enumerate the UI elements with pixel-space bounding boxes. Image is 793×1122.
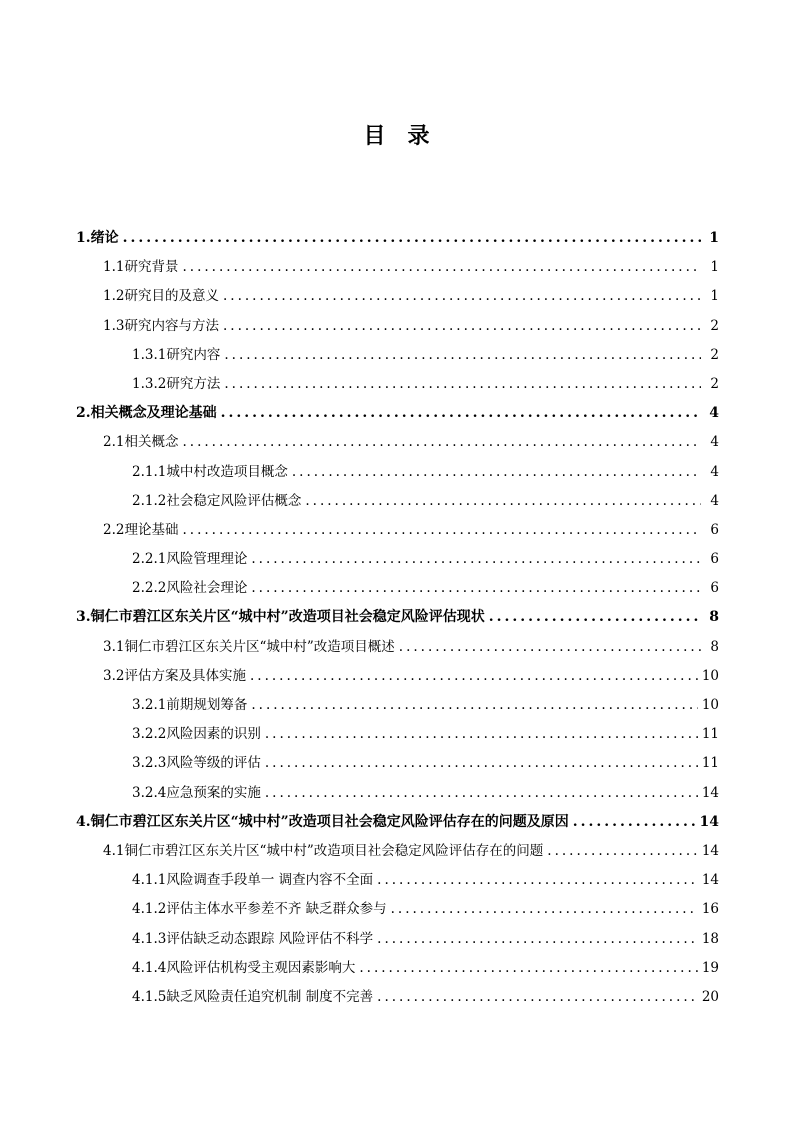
- toc-entry-label: 1.3研究内容与方法: [103, 317, 219, 334]
- toc-entry-label: 3.2.2风险因素的识别: [132, 726, 261, 743]
- toc-entry-label: 2.2.2风险社会理论: [132, 580, 248, 597]
- toc-entry[interactable]: [76, 458, 719, 487]
- toc-entry-label: 2.1相关概念: [103, 434, 179, 451]
- toc-entry-page-number: 4: [709, 405, 719, 422]
- toc-entry[interactable]: [76, 983, 719, 1012]
- toc-entry-label: 3.1铜仁市碧江区东关片区“城中村”改造项目概述: [103, 638, 395, 655]
- toc-entry-label: 3.2.4应急预案的实施: [132, 784, 261, 801]
- toc-entry-label: 4.1铜仁市碧江区东关片区“城中村”改造项目社会稳定风险评估存在的问题: [103, 842, 544, 859]
- toc-entry-page-number: 4: [710, 463, 719, 480]
- toc-entry-page-number: 11: [701, 755, 719, 772]
- toc-dot-leader: [182, 516, 701, 545]
- toc-dot-leader: [224, 341, 701, 370]
- toc-entry-page-number: 6: [710, 580, 719, 597]
- toc-dot-leader: [265, 779, 698, 808]
- toc-entry[interactable]: [76, 633, 719, 662]
- toc-entry[interactable]: [76, 603, 719, 632]
- toc-entry-label: 1.绪论: [76, 230, 119, 246]
- toc-entry[interactable]: [76, 399, 719, 428]
- toc-entry[interactable]: [76, 428, 719, 457]
- toc-dot-leader: [265, 749, 698, 778]
- toc-entry-label: 1.3.2研究方法: [132, 375, 221, 392]
- toc-entry-label: 2.2理论基础: [103, 521, 179, 538]
- toc-entry-label: 3.2评估方案及具体实施: [103, 667, 246, 684]
- toc-entry[interactable]: [76, 574, 719, 603]
- toc-entry[interactable]: [76, 749, 719, 778]
- toc-entry[interactable]: [76, 691, 719, 720]
- toc-entry-page-number: 8: [710, 638, 719, 655]
- toc-dot-leader: [377, 866, 698, 895]
- toc-entry-label: 1.3.1研究内容: [132, 346, 221, 363]
- toc-dot-leader: [251, 545, 701, 574]
- toc-entry-page-number: 18: [701, 930, 719, 947]
- toc-entry[interactable]: [76, 312, 719, 341]
- toc-entry[interactable]: [76, 253, 719, 282]
- toc-dot-leader: [223, 282, 701, 311]
- toc-entry-label: 2.2.1风险管理理论: [132, 551, 248, 568]
- toc-dot-leader: [359, 954, 697, 983]
- toc-entry[interactable]: [76, 808, 719, 837]
- toc-entry[interactable]: [76, 954, 719, 983]
- toc-dot-leader: [377, 983, 698, 1012]
- toc-dot-leader: [573, 808, 696, 837]
- toc-entry-page-number: 2: [710, 346, 719, 363]
- toc-entry-page-number: 19: [701, 959, 719, 976]
- toc-entry-label: 1.2研究目的及意义: [103, 288, 219, 305]
- toc-dot-leader: [399, 633, 701, 662]
- toc-entry[interactable]: [76, 925, 719, 954]
- toc-entry-page-number: 6: [710, 521, 719, 538]
- toc-entry-page-number: 16: [701, 901, 719, 918]
- toc-entry[interactable]: [76, 895, 719, 924]
- toc-entry[interactable]: [76, 224, 719, 253]
- toc-entry-page-number: 10: [701, 697, 719, 713]
- toc-entry-label: 3.2.1前期规划筹备: [132, 697, 248, 713]
- table-of-contents: [76, 224, 719, 1012]
- toc-entry[interactable]: [76, 282, 719, 311]
- toc-dot-leader: [377, 925, 698, 954]
- toc-dot-leader: [265, 720, 698, 749]
- toc-entry-page-number: 6: [710, 551, 719, 568]
- toc-entry-label: 3.铜仁市碧江区东关片区“城中村”改造项目社会稳定风险评估现状: [76, 609, 485, 626]
- toc-entry-page-number: 1: [710, 288, 719, 305]
- toc-dot-leader: [489, 603, 701, 632]
- toc-dot-leader: [221, 399, 701, 428]
- page-title: 目 录: [363, 122, 430, 149]
- toc-entry-label: 4.铜仁市碧江区东关片区“城中村”改造项目社会稳定风险评估存在的问题及原因: [76, 813, 569, 830]
- toc-entry-label: 4.1.3评估缺乏动态跟踪 风险评估不科学: [132, 930, 374, 947]
- toc-entry-page-number: 14: [701, 872, 719, 889]
- toc-dot-leader: [251, 574, 701, 603]
- toc-entry-page-number: 1: [710, 259, 719, 276]
- toc-entry[interactable]: [76, 779, 719, 808]
- toc-entry-page-number: 1: [709, 230, 719, 246]
- toc-entry[interactable]: [76, 370, 719, 399]
- toc-dot-leader: [292, 458, 701, 487]
- toc-dot-leader: [251, 691, 697, 720]
- toc-entry[interactable]: [76, 545, 719, 574]
- toc-entry-page-number: 20: [701, 988, 719, 1005]
- toc-entry-label: 3.2.3风险等级的评估: [132, 755, 261, 772]
- toc-entry-page-number: 11: [701, 726, 719, 743]
- toc-dot-leader: [182, 428, 701, 457]
- toc-dot-leader: [305, 487, 701, 516]
- toc-entry-page-number: 8: [709, 609, 719, 626]
- toc-dot-leader: [547, 837, 698, 866]
- toc-entry-page-number: 2: [710, 375, 719, 392]
- toc-entry[interactable]: [76, 720, 719, 749]
- toc-entry[interactable]: [76, 341, 719, 370]
- toc-entry-label: 2.相关概念及理论基础: [76, 405, 217, 422]
- toc-entry[interactable]: [76, 837, 719, 866]
- toc-entry[interactable]: [76, 516, 719, 545]
- toc-entry-page-number: 14: [699, 813, 719, 830]
- toc-entry-page-number: 4: [710, 492, 719, 509]
- toc-entry-page-number: 4: [710, 434, 719, 451]
- toc-entry-page-number: 14: [701, 784, 719, 801]
- toc-dot-leader: [223, 312, 701, 341]
- toc-entry-page-number: 10: [701, 667, 719, 684]
- toc-entry-label: 4.1.5缺乏风险责任追究机制 制度不完善: [132, 988, 374, 1005]
- toc-entry-label: 1.1研究背景: [103, 259, 179, 276]
- toc-entry-label: 4.1.2评估主体水平参差不齐 缺乏群众参与: [132, 901, 387, 918]
- toc-entry-label: 2.1.1城中村改造项目概念: [132, 463, 288, 480]
- toc-entry-page-number: 14: [701, 842, 719, 859]
- toc-entry[interactable]: [76, 487, 719, 516]
- toc-entry[interactable]: [76, 662, 719, 691]
- toc-dot-leader: [123, 224, 701, 253]
- toc-entry[interactable]: [76, 866, 719, 895]
- toc-dot-leader: [391, 895, 698, 924]
- toc-entry-label: 4.1.4风险评估机构受主观因素影响大: [132, 959, 356, 976]
- toc-dot-leader: [182, 253, 701, 282]
- toc-entry-page-number: 2: [710, 317, 719, 334]
- toc-dot-leader: [224, 370, 701, 399]
- toc-entry-label: 4.1.1风险调查手段单一 调查内容不全面: [132, 872, 374, 889]
- toc-entry-label: 2.1.2社会稳定风险评估概念: [132, 492, 302, 509]
- toc-dot-leader: [250, 662, 698, 691]
